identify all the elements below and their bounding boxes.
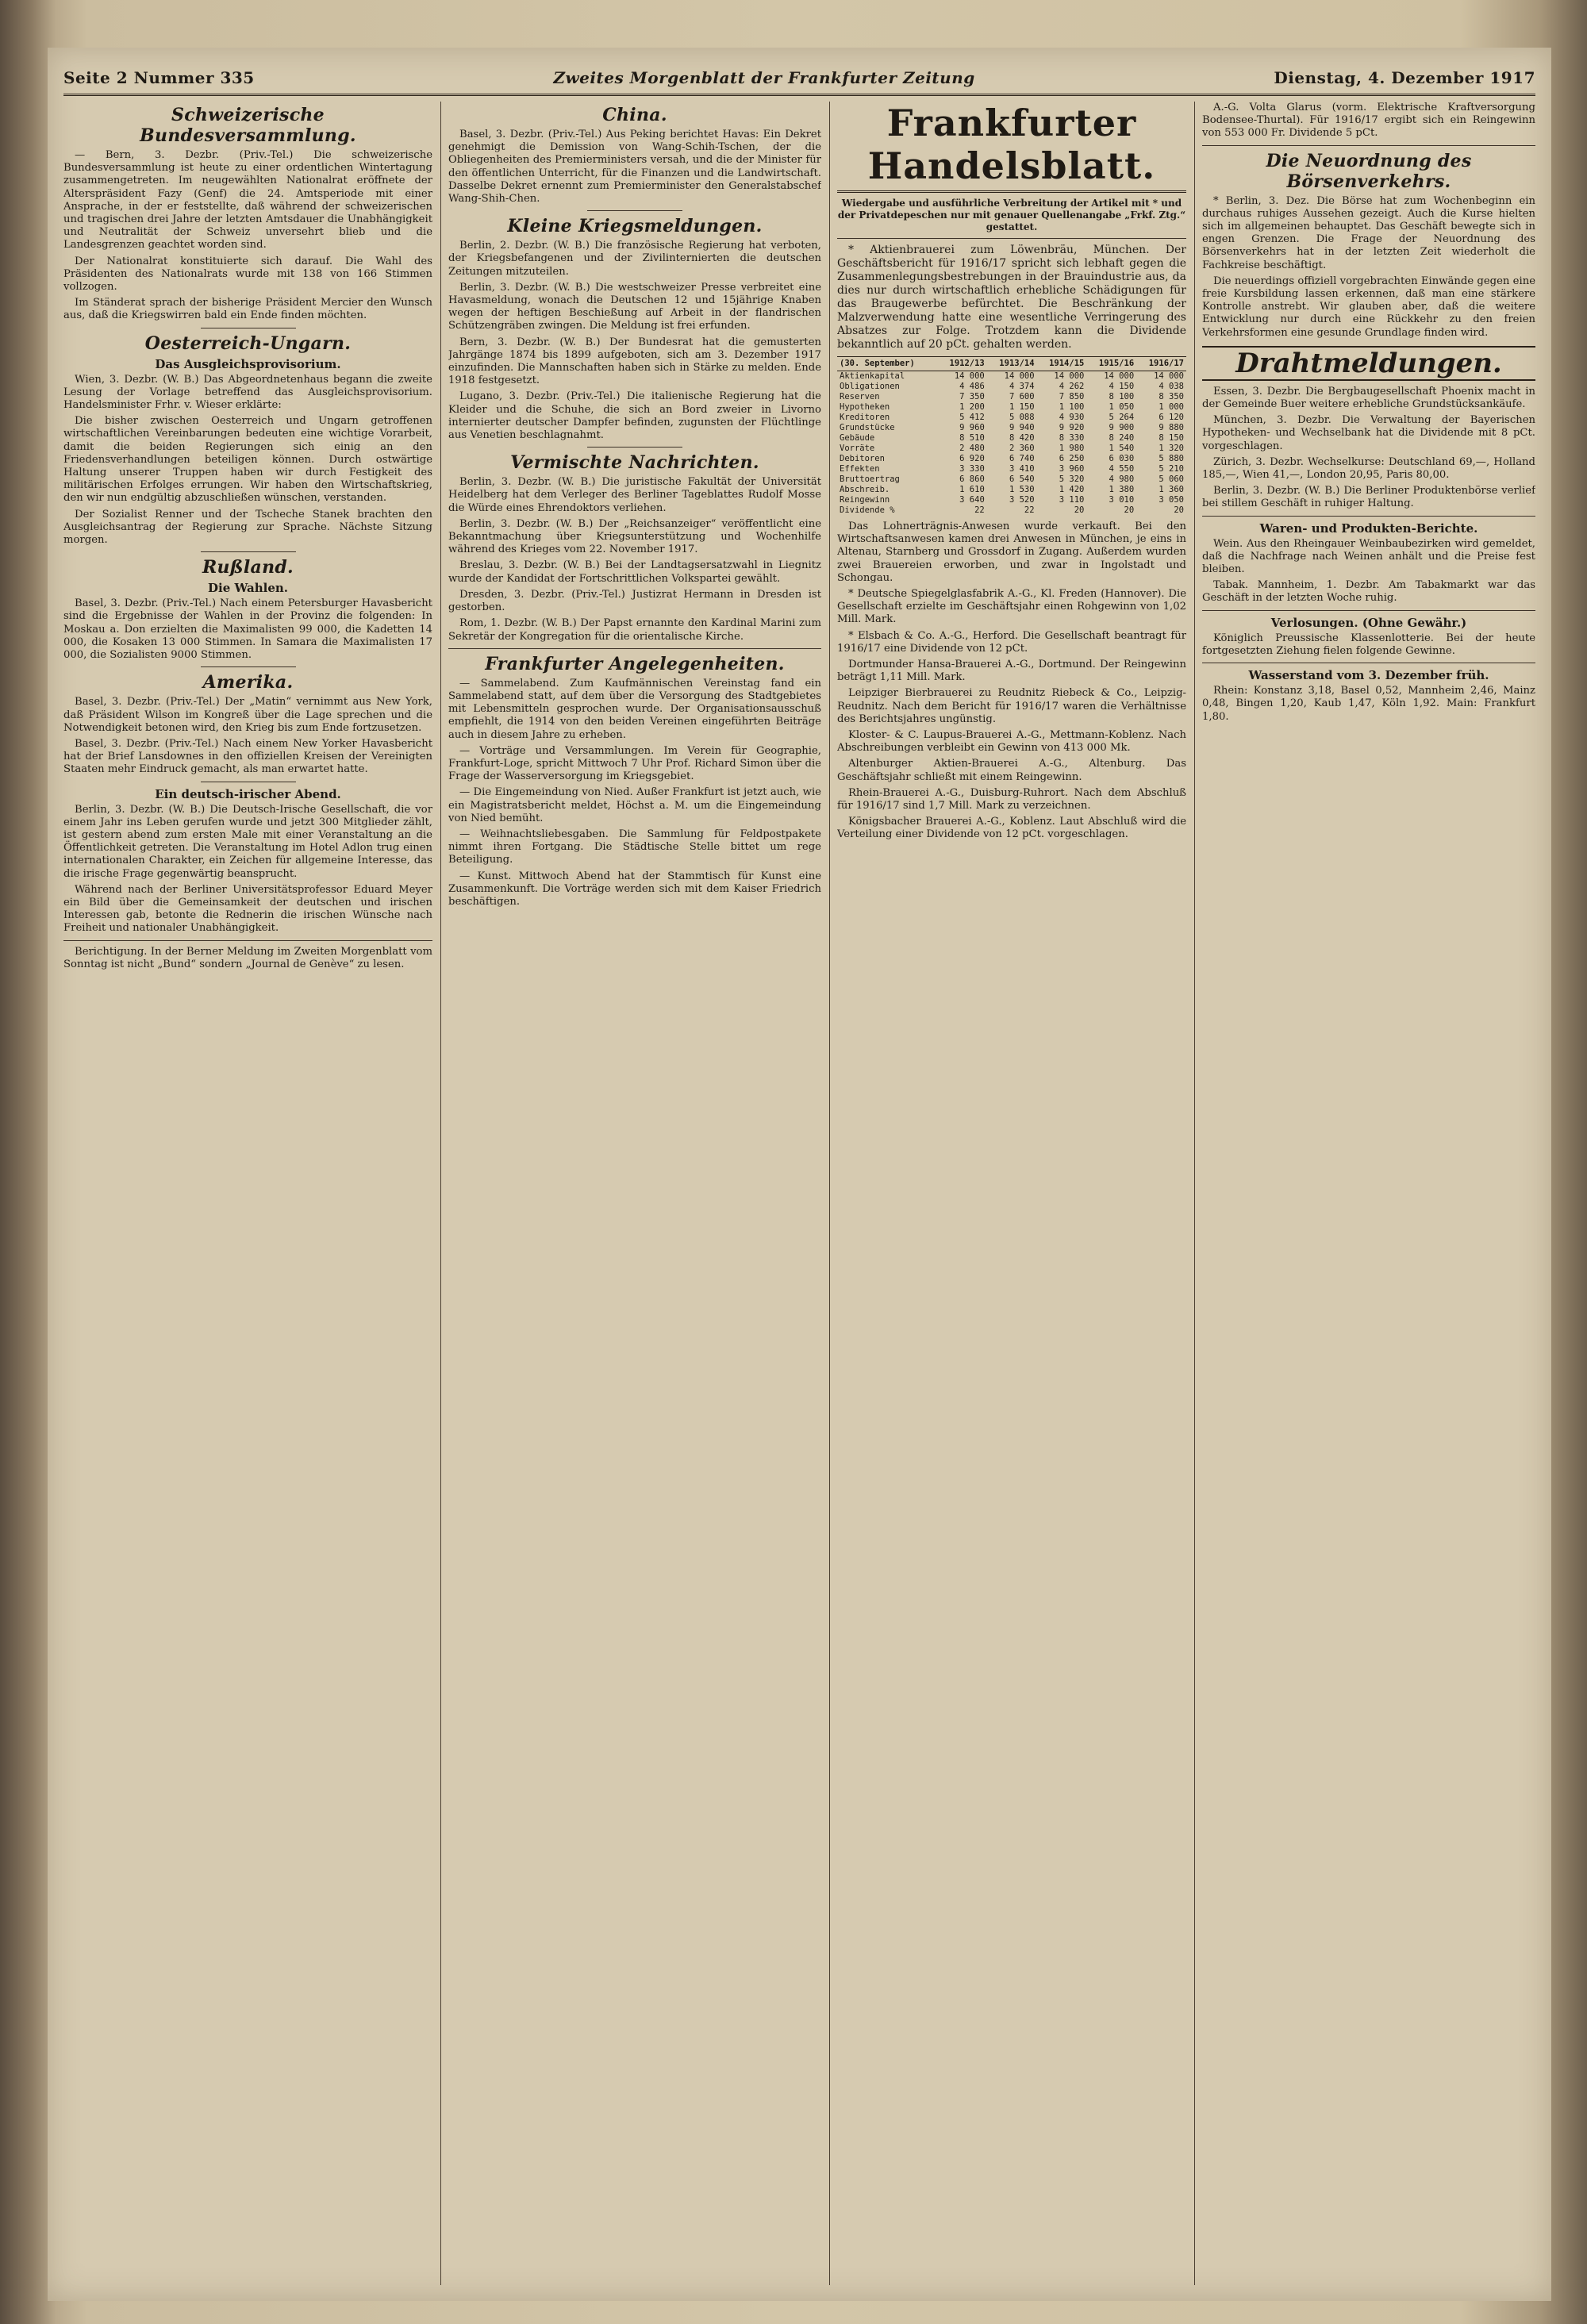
divider bbox=[63, 940, 432, 941]
table-cell: 4 980 bbox=[1109, 474, 1135, 484]
table-cell: 9 900 bbox=[1109, 423, 1135, 432]
table-cell: 8 510 bbox=[959, 433, 985, 443]
section-heading: Frankfurter Angelegenheiten. bbox=[485, 653, 785, 674]
table-cell: 1 420 bbox=[1059, 485, 1085, 494]
table-cell: Bruttoertrag bbox=[840, 474, 900, 484]
table-cell: 6 860 bbox=[959, 474, 985, 484]
table-header-cell: 1914/15 bbox=[1037, 357, 1087, 371]
table-header-cell: 1915/16 bbox=[1086, 357, 1136, 371]
divider bbox=[587, 210, 682, 211]
article-paragraph: Das Lohnerträgnis-Anwesen wurde verkauft. Bei den Wirtschaftsanwesen kamen drei Anwesen in München, je eins in Altenau, Starnberg und Grossdorf in Zugang. Außerdem wurden zwei Brauereien erworben, und zwar in Ingolstadt und Schongau. bbox=[837, 520, 1186, 584]
table-cell: 5 210 bbox=[1159, 464, 1184, 474]
table-cell: 4 550 bbox=[1109, 464, 1135, 474]
table-cell: 8 350 bbox=[1159, 392, 1184, 401]
table-cell: 1 530 bbox=[1009, 485, 1035, 494]
article-paragraph: Rhein: Konstanz 3,18, Basel 0,52, Mannheim 2,46, Mainz 0,48, Bingen 1,20, Kaub 1,47, Köln 1,92. Main: Frankfurt 1,80. bbox=[1202, 685, 1535, 723]
article-paragraph: Königlich Preussische Klassenlotterie. Bei der heute fortgesetzten Ziehung fielen folgende Gewinne. bbox=[1202, 632, 1535, 657]
table-cell: 6 920 bbox=[959, 454, 985, 463]
table-cell: 8 100 bbox=[1109, 392, 1135, 401]
article-paragraph: — Weihnachtsliebesgaben. Die Sammlung für Feldpostpakete nimmt ihren Fortgang. Die Städtische Stelle bittet um rege Beteiligung. bbox=[448, 828, 821, 866]
article-paragraph: — Vorträge und Versammlungen. Im Verein für Geographie, Frankfurt-Loge, spricht Mittwoch 7 Uhr Prof. Richard Simon über die Frage der Wasserversorgung im Kriegsgebiet. bbox=[448, 744, 821, 783]
sub-heading: Wasserstand vom 3. Dezember früh. bbox=[1248, 668, 1489, 683]
running-head bbox=[63, 62, 1535, 96]
article-paragraph: Der Nationalrat konstituierte sich darauf. Die Wahl des Präsidenten des Nationalrats wurde mit 138 von 166 Stimmen vollzogen. bbox=[63, 255, 432, 294]
article-paragraph: Basel, 3. Dezbr. (Priv.-Tel.) Nach einem Petersburger Havasbericht sind die Ergebnisse der Wahlen in der Provinz die folgenden: In Moskau a. Don erzielten die Maximalisten 99 000, die Kadetten 14 000, die Kosaken 13 000 Stimmen. In Samara die Maximalisten 17 000, die Sozialisten 9000 Stimmen. bbox=[63, 597, 432, 662]
section-heading: Vermischte Nachrichten. bbox=[510, 452, 759, 474]
table-cell: Reingewinn bbox=[840, 495, 890, 505]
table-cell: 5 320 bbox=[1059, 474, 1085, 484]
article-paragraph: Königsbacher Brauerei A.-G., Koblenz. Laut Abschluß wird die Verteilung einer Dividende von 12 pCt. vorgeschlagen. bbox=[837, 816, 1186, 841]
table-cell: 5 088 bbox=[1009, 413, 1035, 422]
table-cell: Kreditoren bbox=[840, 413, 890, 422]
sub-heading: Waren- und Produkten-Berichte. bbox=[1259, 520, 1478, 536]
article-paragraph: — Die Eingemeindung von Nied. Außer Frankfurt ist jetzt auch, wie ein Magistratsbericht meldet, Höchst a. M. um die Eingemeindung von Nied bemüht. bbox=[448, 786, 821, 824]
table-cell: 5 060 bbox=[1159, 474, 1184, 484]
table-row bbox=[837, 402, 1186, 413]
table-cell: 9 920 bbox=[1059, 423, 1085, 432]
table-row bbox=[837, 454, 1186, 464]
table-cell: 4 374 bbox=[1009, 382, 1035, 391]
article-paragraph: Die neuerdings offiziell vorgebrachten Einwände gegen eine freie Kursbildung lassen erkennen, daß man eine stärkere Kontrolle anstrebt. Wir glauben aber, daß die weitere Entwicklung nur durch eine Rückkehr zu den freien Verkehrsformen eine gesunde Grundlage finden wird. bbox=[1202, 275, 1535, 339]
article-paragraph: Rhein-Brauerei A.-G., Duisburg-Ruhrort. Nach dem Abschluß für 1916/17 sind 1,7 Mill. Mark zu verzeichnen. bbox=[837, 786, 1186, 812]
table-row bbox=[837, 474, 1186, 485]
article-paragraph: Berlin, 3. Dezbr. (W. B.) Die westschweizer Presse verbreitet eine Havasmeldung, wonach die Deutschen 12 und 15jährige Knaben wegen der heftigen Beschießung auf Arbeit in der flandrischen Schützengräben zwingen. Die Meldung ist frei erfunden. bbox=[448, 281, 821, 332]
table-cell: 3 050 bbox=[1159, 495, 1184, 505]
table-cell: 7 850 bbox=[1059, 392, 1085, 401]
table-cell: 4 150 bbox=[1109, 382, 1135, 391]
article-paragraph: Wein. Aus den Rheingauer Weinbaubezirken wird gemeldet, daß die Nachfrage nach Weinen anhält und die Preise fest bleiben. bbox=[1202, 537, 1535, 576]
table-cell: 7 600 bbox=[1009, 392, 1035, 401]
table-cell: 3 110 bbox=[1059, 495, 1085, 505]
table-cell: 3 640 bbox=[959, 495, 985, 505]
article-paragraph: Tabak. Mannheim, 1. Dezbr. Am Tabakmarkt war das Geschäft in der letzten Woche ruhig. bbox=[1202, 579, 1535, 605]
article-paragraph: Wien, 3. Dezbr. (W. B.) Das Abgeordnetenhaus begann die zweite Lesung der Vorlage betreffend das Ausgleichsprovisorium. Handelsminister Frhr. v. Wieser erklärte: bbox=[63, 373, 432, 412]
table-cell: 8 150 bbox=[1159, 433, 1184, 443]
table-row bbox=[837, 413, 1186, 423]
table-row bbox=[837, 392, 1186, 402]
table-cell: 1 610 bbox=[959, 485, 985, 494]
section-heading: Oesterreich-Ungarn. bbox=[144, 332, 352, 354]
article-paragraph: Leipziger Bierbrauerei zu Reudnitz Riebeck & Co., Leipzig-Reudnitz. Nach dem Bericht für 1916/17 waren die Verhältnisse des Berichtsjahres ungünstig. bbox=[837, 687, 1186, 725]
table-row bbox=[837, 423, 1186, 433]
table-cell: Gebäude bbox=[840, 433, 875, 443]
article-paragraph: * Elsbach & Co. A.-G., Herford. Die Gesellschaft beantragt für 1916/17 eine Dividende von 12 pCt. bbox=[837, 629, 1186, 655]
table-cell: Effekten bbox=[840, 464, 880, 474]
table-row bbox=[837, 444, 1186, 454]
section-heading: Amerika. bbox=[202, 672, 294, 693]
section-heading: China. bbox=[602, 105, 667, 125]
column-2 bbox=[448, 102, 821, 2285]
sub-heading: Verlosungen. (Ohne Gewähr.) bbox=[1270, 615, 1467, 630]
balance-table bbox=[837, 356, 1186, 516]
table-cell: 8 330 bbox=[1059, 433, 1085, 443]
table-cell: 6 250 bbox=[1059, 454, 1085, 463]
table-cell: 14 000 bbox=[1154, 371, 1184, 381]
sub-heading: Ein deutsch-irischer Abend. bbox=[155, 786, 341, 801]
table-cell: 6 740 bbox=[1009, 454, 1035, 463]
table-cell: Grundstücke bbox=[840, 423, 895, 432]
table-cell: 6 030 bbox=[1109, 454, 1135, 463]
table-cell: 1 150 bbox=[1009, 402, 1035, 412]
section-heading: Drahtmeldungen. bbox=[1202, 346, 1535, 381]
article-paragraph: * Berlin, 3. Dez. Die Börse hat zum Wochenbeginn ein durchaus ruhiges Aussehen gezeigt. Auch die Kurse hielten sich im allgemeinen behauptet. Das Geschäft bewegte sich in engen Grenzen. Die Frage der Neuordnung des Börsenverkehrs hat in der letzten Zeit wiederholt die Fachkreise beschäftigt. bbox=[1202, 194, 1535, 271]
column-rule bbox=[829, 102, 830, 2285]
table-cell: 3 960 bbox=[1059, 464, 1085, 474]
table-cell: 4 262 bbox=[1059, 382, 1085, 391]
table-cell: 6 120 bbox=[1159, 413, 1184, 422]
article-paragraph: Dresden, 3. Dezbr. (Priv.-Tel.) Justizrat Hermann in Dresden ist gestorben. bbox=[448, 588, 821, 614]
article-paragraph: — Bern, 3. Dezbr. (Priv.-Tel.) Die schweizerische Bundesversammlung ist heute zu einer ordentlichen Wintertagung zusammengetreten. Im neugewählten Nationalrat eröffnete der Alterspräsident Fazy (Genf) die 24. Amtsperiode mit einer Ansprache, in der er feststellte, daß während der schweizerischen und tragischen drei Jahre der letzten Amtsdauer die Unabhängigkeit und Neutralität der Schweiz unversehrt blieb und die Landesgrenzen geachtet worden sind. bbox=[63, 149, 432, 252]
table-row bbox=[837, 371, 1186, 382]
column-1 bbox=[63, 102, 432, 2285]
handelsblatt-masthead: Frankfurter Handelsblatt. bbox=[837, 102, 1186, 193]
masthead-notice: Wiedergabe und ausführliche Verbreitung der Artikel mit * und der Privatdepeschen nur mit genauer Quellenangabe „Frkf. Ztg.“ gestattet. bbox=[837, 198, 1186, 232]
article-paragraph: * Deutsche Spiegelglasfabrik A.-G., Kl. Freden (Hannover). Die Gesellschaft erzielte im Geschäftsjahr einen Rohgewinn von 1,02 Mill. Mark. bbox=[837, 588, 1186, 626]
table-cell: 7 350 bbox=[959, 392, 985, 401]
table-cell: Aktienkapital bbox=[840, 371, 905, 381]
table-cell: 4 486 bbox=[959, 382, 985, 391]
table-cell: Dividende % bbox=[840, 505, 895, 515]
article-paragraph: Berichtigung. In der Berner Meldung im Zweiten Morgenblatt vom Sonntag ist nicht „Bund“ sondern „Journal de Genève“ zu lesen. bbox=[63, 945, 432, 970]
table-cell: 1 540 bbox=[1109, 444, 1135, 453]
article-paragraph: Berlin, 3. Dezbr. (W. B.) Die Berliner Produktenbörse verlief bei stillem Geschäft in ruhiger Haltung. bbox=[1202, 485, 1535, 510]
table-cell: 1 380 bbox=[1109, 485, 1135, 494]
table-cell: 9 940 bbox=[1009, 423, 1035, 432]
table-header-cell: 1912/13 bbox=[937, 357, 987, 371]
table-cell: Debitoren bbox=[840, 454, 885, 463]
article-paragraph: Kloster- & C. Laupus-Brauerei A.-G., Mettmann-Koblenz. Nach Abschreibungen verbleibt ein Gewinn von 413 000 Mk. bbox=[837, 729, 1186, 755]
article-paragraph: Rom, 1. Dezbr. (W. B.) Der Papst ernannte den Kardinal Marini zum Sekretär der Kongregation für die orientalische Kirche. bbox=[448, 617, 821, 643]
table-cell: 5 880 bbox=[1159, 454, 1184, 463]
article-paragraph: * Aktienbrauerei zum Löwenbräu, München. Der Geschäftsbericht für 1916/17 spricht sich lebhaft gegen die Zusammenlegungsbestrebungen in der Brauindustrie aus, da dies nur durch wirtschaftlich erhebliche Schädigungen für das Braugewerbe befürchtet. Die Beschränkung der Malzverwendung hatte eine wesentliche Verringerung des Absatzes zur Folge. Trotzdem kann die Dividende bekanntlich auf 20 pCt. gehalten werden. bbox=[837, 244, 1186, 351]
table-row bbox=[837, 382, 1186, 392]
article-paragraph: Während nach der Berliner Universitätsprofessor Eduard Meyer ein Bild über die Gemeinsamkeit der deutschen und irischen Interessen gab, betonte die Rednerin die irischen Wünsche nach Freiheit und nationaler Unabhängigkeit. bbox=[63, 883, 432, 935]
section-heading: Schweizerische Bundesversammlung. bbox=[140, 105, 356, 146]
divider bbox=[1202, 145, 1535, 146]
table-row bbox=[837, 485, 1186, 495]
divider bbox=[448, 648, 821, 649]
article-paragraph: Der Sozialist Renner und der Tscheche Stanek brachten den Ausgleichsantrag der Regierung zur Sprache. Nächste Sitzung morgen. bbox=[63, 508, 432, 547]
article-paragraph: München, 3. Dezbr. Die Verwaltung der Bayerischen Hypotheken- und Wechselbank hat die Dividende mit 8 pCt. vorgeschlagen. bbox=[1202, 414, 1535, 452]
article-paragraph: Basel, 3. Dezbr. (Priv.-Tel.) Der „Matin“ vernimmt aus New York, daß Präsident Wilson im Kongreß über die Lage sprechen und die Notwendigkeit betonen wird, den Krieg bis zum Ende fortzusetzen. bbox=[63, 696, 432, 734]
table-cell: 5 264 bbox=[1109, 413, 1135, 422]
table-cell: 5 412 bbox=[959, 413, 985, 422]
table-row bbox=[837, 505, 1186, 516]
article-paragraph: Berlin, 3. Dezbr. (W. B.) Die juristische Fakultät der Universität Heidelberg hat dem Verleger des Berliner Tageblattes Rudolf Mosse die Würde eines Ehrendoktors verliehen. bbox=[448, 476, 821, 514]
column-rule bbox=[440, 102, 441, 2285]
table-cell: 8 420 bbox=[1009, 433, 1035, 443]
table-cell: 4 038 bbox=[1159, 382, 1184, 391]
column-4 bbox=[1202, 102, 1535, 2285]
table-cell: 1 100 bbox=[1059, 402, 1085, 412]
table-row bbox=[837, 433, 1186, 444]
table-cell: 3 330 bbox=[959, 464, 985, 474]
table-cell: 8 240 bbox=[1109, 433, 1135, 443]
table-cell: 6 540 bbox=[1009, 474, 1035, 484]
table-row bbox=[837, 464, 1186, 474]
sub-heading: Die Wahlen. bbox=[207, 581, 288, 596]
table-cell: 1 050 bbox=[1109, 402, 1135, 412]
article-paragraph: Im Ständerat sprach der bisherige Präsident Mercier den Wunsch aus, daß die Kriegswirren bald ein Ende finden möchten. bbox=[63, 297, 432, 322]
table-cell: 20 bbox=[1074, 505, 1085, 515]
article-paragraph: Dortmunder Hansa-Brauerei A.-G., Dortmund. Der Reingewinn beträgt 1,11 Mill. Mark. bbox=[837, 659, 1186, 684]
table-cell: 20 bbox=[1124, 505, 1135, 515]
article-paragraph: A.-G. Volta Glarus (vorm. Elektrische Kraftversorgung Bodensee-Thurtal). Für 1916/17 ergibt sich ein Reingewinn von 553 000 Fr. Dividende 5 pCt. bbox=[1202, 102, 1535, 140]
table-cell: 20 bbox=[1174, 505, 1184, 515]
divider bbox=[837, 238, 1186, 239]
table-body bbox=[837, 371, 1186, 517]
table-cell: 1 360 bbox=[1159, 485, 1184, 494]
divider bbox=[587, 447, 682, 448]
article-paragraph: — Sammelabend. Zum Kaufmännischen Vereinstag fand ein Sammelabend statt, auf dem über die Versorgung des Stadtgebietes mit Lebensmitteln gesprochen wurde. Der Organisationsausschuß empfiehlt, die 1914 von den beiden Vereinen eingeführten Beiträge auch in diesem Jahre zu erheben. bbox=[448, 677, 821, 741]
article-paragraph: Zürich, 3. Dezbr. Wechselkurse: Deutschland 69,—, Holland 185,—, Wien 41,—, London 20,95, Paris 80,00. bbox=[1202, 455, 1535, 482]
table-cell: 2 360 bbox=[1009, 444, 1035, 453]
table-cell: 4 930 bbox=[1059, 413, 1085, 422]
divider bbox=[201, 666, 296, 667]
table-cell: 14 000 bbox=[954, 371, 985, 381]
table-cell: 9 880 bbox=[1159, 423, 1184, 432]
table-cell: Reserven bbox=[840, 392, 880, 401]
article-paragraph: Essen, 3. Dezbr. Die Bergbaugesellschaft Phoenix macht in der Gemeinde Buer weitere erhebliche Grundstücksankäufe. bbox=[1202, 385, 1535, 411]
issue-date: Dienstag, 4. Dezember 1917 bbox=[1274, 68, 1535, 87]
divider bbox=[1202, 516, 1535, 517]
table-cell: 2 480 bbox=[959, 444, 985, 453]
column-3 bbox=[837, 102, 1186, 2285]
table-header-cell: 1916/17 bbox=[1136, 357, 1186, 371]
table-cell: 1 980 bbox=[1059, 444, 1085, 453]
table-cell: Vorräte bbox=[840, 444, 875, 453]
table-cell: 14 000 bbox=[1004, 371, 1035, 381]
table-cell: 14 000 bbox=[1054, 371, 1085, 381]
table-cell: Hypotheken bbox=[840, 402, 890, 412]
table-cell: 1 320 bbox=[1159, 444, 1184, 453]
article-paragraph: Berlin, 3. Dezbr. (W. B.) Der „Reichsanzeiger“ veröffentlicht eine Bekanntmachung über Kriegsunterstützung und Wochenhilfe während des Krieges vom 22. November 1917. bbox=[448, 517, 821, 556]
table-cell: 22 bbox=[1024, 505, 1035, 515]
table-cell: 14 000 bbox=[1104, 371, 1135, 381]
article-paragraph: Bern, 3. Dezbr. (W. B.) Der Bundesrat hat die gemusterten Jahrgänge 1874 bis 1899 aufgeboten, sich am 3. Dezember 1917 einzufinden. Die Mannschaften haben sich in Stärke zu melden. Ende 1918 festgesetzt. bbox=[448, 336, 821, 387]
newspaper-page bbox=[48, 48, 1551, 2301]
table-header-row bbox=[837, 357, 1186, 371]
section-heading: Kleine Kriegsmeldungen. bbox=[507, 216, 763, 237]
article-paragraph: Basel, 3. Dezbr. (Priv.-Tel.) Aus Peking berichtet Havas: Ein Dekret genehmigt die Demission von Wang-Schih-Tschen, der die Obliegenheiten des Premierministers versah, und die der Minister für den öffentlichen Unterricht, für die Finanzen und die Landwirtschaft. Dasselbe Dekret ernennt zum Premierminister den Generalstabschef Wang-Shih-Chen. bbox=[448, 129, 821, 206]
article-paragraph: Lugano, 3. Dezbr. (Priv.-Tel.) Die italienische Regierung hat die Kleider und die Schuhe, die sich an Bord zweier in Livorno internierter deutscher Dampfer befinden, zugunsten der Flüchtlinge aus Venetien beschlagnahmt. bbox=[448, 390, 821, 442]
table-header-cell: 1913/14 bbox=[987, 357, 1037, 371]
table-cell: 3 520 bbox=[1009, 495, 1035, 505]
table-row bbox=[837, 495, 1186, 505]
column-rule bbox=[1194, 102, 1195, 2285]
sub-heading: Das Ausgleichsprovisorium. bbox=[155, 356, 341, 371]
article-paragraph: Basel, 3. Dezbr. (Priv.-Tel.) Nach einem New Yorker Havasbericht hat der Brief Lansdownes in den offiziellen Kreisen der Vereinigten Staaten mehr Eindruck gemacht, als man erwartet hatte. bbox=[63, 737, 432, 776]
table-cell: 3 410 bbox=[1009, 464, 1035, 474]
article-paragraph: Berlin, 2. Dezbr. (W. B.) Die französische Regierung hat verboten, der Kriegsbefangenen und der Zivilinternierten die deutschen Zeitungen mitzuteilen. bbox=[448, 240, 821, 278]
table-header-cell: (30. September) bbox=[837, 357, 937, 371]
article-paragraph: Berlin, 3. Dezbr. (W. B.) Die Deutsch-Irische Gesellschaft, die vor einem Jahr ins Leben gerufen wurde und jetzt 300 Mitglieder zählt, ist gestern abend zum ersten Male mit einer Veranstaltung an die Öffentlichkeit getreten. Die Veranstaltung im Hotel Adlon trug einen internationalen Charakter, ein Zeichen für allgemeine Interesse, das die irische Frage gegenwärtig beansprucht. bbox=[63, 803, 432, 880]
table-cell: Obligationen bbox=[840, 382, 900, 391]
table-cell: 3 010 bbox=[1109, 495, 1135, 505]
table-cell: 1 000 bbox=[1159, 402, 1184, 412]
newspaper-title: Zweites Morgenblatt der Frankfurter Zeitung bbox=[553, 68, 975, 87]
table-cell: 22 bbox=[974, 505, 985, 515]
section-heading: Rußland. bbox=[202, 557, 294, 578]
table-cell: 1 200 bbox=[959, 402, 985, 412]
article-paragraph: — Kunst. Mittwoch Abend hat der Stammtisch für Kunst eine Zusammenkunft. Die Vorträge werden sich mit dem Kaiser Friedrich beschäftigen. bbox=[448, 870, 821, 908]
table-cell: 9 960 bbox=[959, 423, 985, 432]
article-paragraph: Altenburger Aktien-Brauerei A.-G., Altenburg. Das Geschäftsjahr schließt mit einem Reingewinn. bbox=[837, 758, 1186, 783]
table-cell: Abschreib. bbox=[840, 485, 890, 494]
page-number: Seite 2 Nummer 335 bbox=[63, 68, 255, 87]
section-heading: Die Neuordnung des Börsenverkehrs. bbox=[1266, 150, 1472, 192]
article-paragraph: Die bisher zwischen Oesterreich und Ungarn getroffenen wirtschaftlichen Vereinbarungen bedeuten eine wichtige Vorarbeit, damit die beiden Regierungen sich einig an den Friedensverhandlungen beteiligen können. Durch ostwärtige Haltung unserer Truppen haben wir durch Festigkeit des militärischen Erfolges errungen. Wir haben den Wirtschaftskrieg, den wir nun endgültig abzuschließen wünschen, verstanden. bbox=[63, 415, 432, 505]
article-paragraph: Breslau, 3. Dezbr. (W. B.) Bei der Landtagsersatzwahl in Liegnitz wurde der Kandidat der Fortschrittlichen Volkspartei gewählt. bbox=[448, 559, 821, 585]
divider bbox=[201, 551, 296, 552]
divider bbox=[1202, 610, 1535, 611]
